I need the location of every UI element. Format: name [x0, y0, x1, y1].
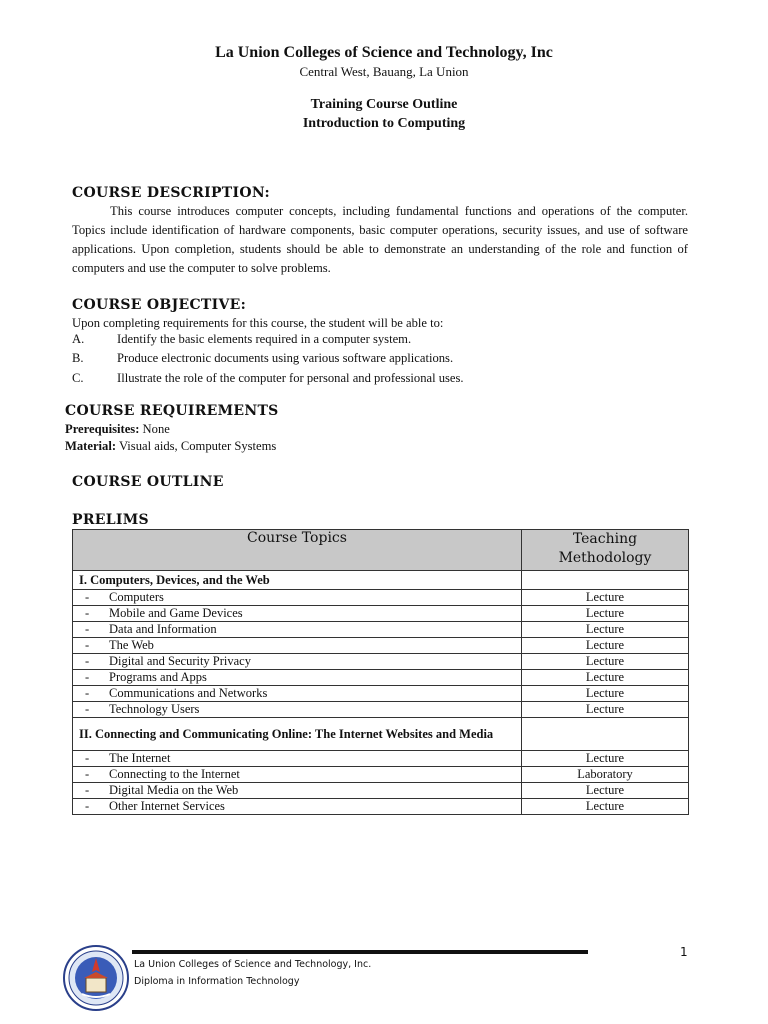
- topic-group-method-cell: [522, 571, 689, 590]
- topic-text: Connecting to the Internet: [109, 767, 240, 781]
- topic-text: Technology Users: [109, 702, 200, 716]
- objective-item-c: Illustrate the role of the computer for personal and professional uses.: [117, 371, 464, 385]
- prerequisites-label: Prerequisites:: [65, 422, 140, 436]
- table-row: [73, 670, 689, 686]
- methodology-cell: Lecture: [522, 606, 689, 622]
- methodology-cell: Lecture: [522, 654, 689, 670]
- bullet-dash: -: [85, 783, 90, 797]
- table-row: [73, 638, 689, 654]
- bullet-dash: -: [85, 799, 90, 813]
- course-objective-heading: COURSE OBJECTIVE:: [72, 297, 247, 313]
- topic-text: Programs and Apps: [109, 670, 207, 684]
- topic-group-title: I. Computers, Devices, and the Web: [73, 571, 522, 590]
- bullet-dash: -: [85, 654, 90, 668]
- bullet-dash: -: [85, 751, 90, 765]
- topic-text: Other Internet Services: [109, 799, 225, 813]
- methodology-cell: Lecture: [522, 686, 689, 702]
- topic-text: Digital and Security Privacy: [109, 654, 251, 668]
- topic-cell: [73, 702, 522, 718]
- topic-text: The Web: [109, 638, 154, 652]
- methodology-cell: Lecture: [522, 670, 689, 686]
- topic-cell: [73, 654, 522, 670]
- material-label: Material:: [65, 439, 117, 453]
- college-seal-icon: [62, 944, 130, 1012]
- institution-address: Central West, Bauang, La Union: [299, 64, 469, 79]
- prerequisites-line: [65, 422, 170, 437]
- methodology-cell: Lecture: [522, 751, 689, 767]
- objective-item-b: Produce electronic documents using various software applications.: [117, 351, 454, 365]
- table-row: [73, 767, 689, 783]
- bullet-dash: -: [85, 606, 90, 620]
- topic-cell: [73, 686, 522, 702]
- topic-text: Communications and Networks: [109, 686, 268, 700]
- table-row: [73, 783, 689, 799]
- table-row: [73, 622, 689, 638]
- course-outline-table: [72, 529, 689, 815]
- methodology-cell: Lecture: [522, 783, 689, 799]
- bullet-dash: -: [85, 670, 90, 684]
- topic-cell: [73, 638, 522, 654]
- footer-institution: La Union Colleges of Science and Technology, Inc.: [134, 959, 372, 970]
- topic-cell: [73, 606, 522, 622]
- methodology-cell: Lecture: [522, 590, 689, 606]
- objective-item-a: Identify the basic elements required in a computer system.: [117, 332, 412, 346]
- document-title: Training Course Outline: [310, 97, 458, 112]
- table-row: [73, 654, 689, 670]
- institution-name: La Union Colleges of Science and Technology, Inc: [215, 44, 553, 61]
- bullet-dash: -: [85, 686, 90, 700]
- topic-text: Computers: [109, 590, 164, 604]
- topic-cell: [73, 767, 522, 783]
- topic-text: The Internet: [109, 751, 171, 765]
- methodology-cell: Laboratory: [522, 767, 689, 783]
- table-row: [73, 702, 689, 718]
- bullet-dash: -: [85, 767, 90, 781]
- page-number: 1: [680, 945, 688, 959]
- course-outline-heading: COURSE OUTLINE: [72, 474, 224, 490]
- course-description-text: This course introduces computer concepts, including fundamental functions and operations of the computer. Topics include identification of hardware components, basic computer operations, security issues, and use of software applications. Upon completion, students should be able to demonstrate an understanding of the role and function of computers and use the computer to solve problems.: [72, 204, 688, 275]
- bullet-dash: -: [85, 638, 90, 652]
- topic-cell: [73, 751, 522, 767]
- table-row: [73, 799, 689, 815]
- objective-intro: Upon completing requirements for this course, the student will be able to:: [72, 316, 444, 330]
- table-row: [73, 686, 689, 702]
- topic-group-row: [73, 718, 689, 751]
- column-header-topics: Course Topics: [73, 530, 522, 571]
- methodology-cell: Lecture: [522, 622, 689, 638]
- topic-group-title: II. Connecting and Communicating Online: The Internet Websites and Media: [73, 718, 522, 751]
- course-description-heading: COURSE DESCRIPTION:: [72, 185, 270, 201]
- footer-divider: [132, 950, 588, 954]
- topic-group-row: [73, 571, 689, 590]
- bullet-dash: -: [85, 702, 90, 716]
- footer-program: Diploma in Information Technology: [134, 976, 300, 987]
- course-requirements-heading: COURSE REQUIREMENTS: [65, 403, 279, 419]
- objective-letter-b: B.: [72, 351, 84, 365]
- topic-text: Digital Media on the Web: [109, 783, 239, 797]
- bullet-dash: -: [85, 622, 90, 636]
- topic-cell: [73, 622, 522, 638]
- material-value: Visual aids, Computer Systems: [118, 439, 277, 453]
- term-heading: PRELIMS: [72, 512, 149, 528]
- methodology-cell: Lecture: [522, 702, 689, 718]
- objective-letter-a: A.: [72, 332, 85, 346]
- topic-text: Data and Information: [109, 622, 217, 636]
- outline-table-body: [73, 571, 689, 815]
- column-header-methodology: Teaching Methodology: [522, 530, 689, 571]
- topic-cell: [73, 590, 522, 606]
- bullet-dash: -: [85, 590, 90, 604]
- table-row: [73, 590, 689, 606]
- prerequisites-value: None: [142, 422, 170, 436]
- document-subtitle: Introduction to Computing: [302, 116, 466, 131]
- topic-cell: [73, 799, 522, 815]
- topic-text: Mobile and Game Devices: [109, 606, 243, 620]
- methodology-cell: Lecture: [522, 799, 689, 815]
- topic-cell: [73, 783, 522, 799]
- material-line: [65, 439, 276, 454]
- topic-group-method-cell: [522, 718, 689, 751]
- objective-letter-c: C.: [72, 371, 84, 385]
- methodology-cell: Lecture: [522, 638, 689, 654]
- table-row: [73, 606, 689, 622]
- topic-cell: [73, 670, 522, 686]
- table-row: [73, 751, 689, 767]
